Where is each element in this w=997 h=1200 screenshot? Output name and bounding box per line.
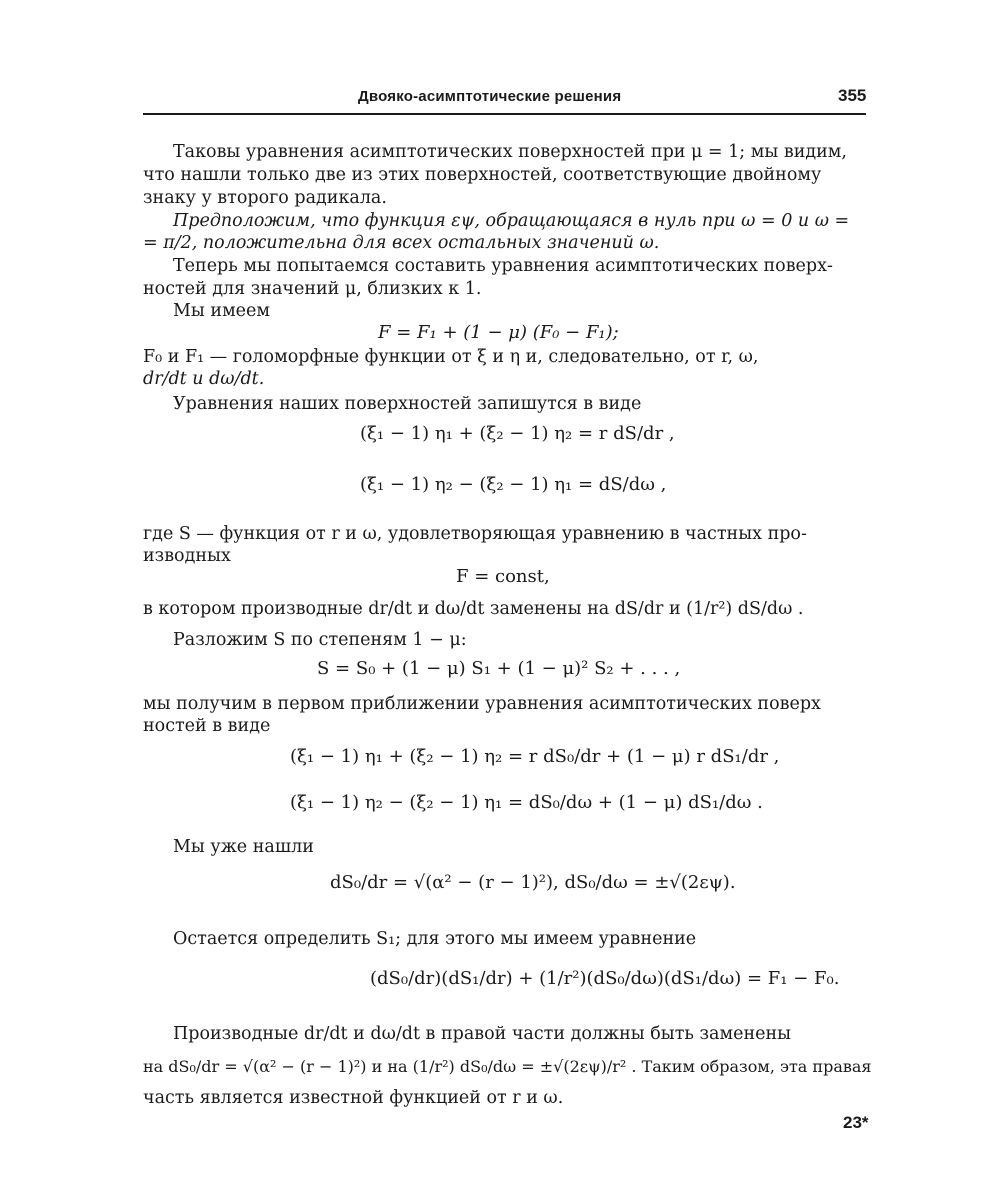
equation: F = F₁ + (1 − μ) (F₀ − F₁); (378, 322, 619, 343)
equation: (ξ₁ − 1) η₂ − (ξ₂ − 1) η₁ = dS/dω , (360, 474, 667, 495)
equation: F = const, (456, 566, 550, 587)
text-line: на dS₀/dr = √(α² − (r − 1)²) и на (1/r²) dS₀/dω = ±√(2εψ)/r² . Таким образом, эта правая (143, 1057, 872, 1076)
text-line: где S — функция от r и ω, удовлетворяющая уравнению в частных про- (143, 524, 807, 544)
equation: (ξ₁ − 1) η₂ − (ξ₂ − 1) η₁ = dS₀/dω + (1 − μ) dS₁/dω . (290, 792, 763, 813)
text-line: изводных (143, 546, 231, 566)
text-line: Производные dr/dt и dω/dt в правой части должны быть заменены (173, 1024, 792, 1044)
running-header-title: Двояко-асимптотические решения (358, 88, 622, 105)
text-line: Таковы уравнения асимптотических поверхностей при μ = 1; мы видим, (173, 142, 847, 162)
signature-mark: 23* (843, 1113, 869, 1132)
equation: dS₀/dr = √(α² − (r − 1)²), dS₀/dω = ±√(2εψ). (330, 872, 736, 893)
equation: (dS₀/dr)(dS₁/dr) + (1/r²)(dS₀/dω)(dS₁/dω) = F₁ − F₀. (370, 968, 840, 989)
text-line: Уравнения наших поверхностей запишутся в виде (173, 394, 642, 414)
text-line: знаку у второго радикала. (143, 188, 387, 208)
text-line: Предположим, что функция εψ, обращающаяся в нуль при ω = 0 и ω = (173, 211, 850, 231)
equation: (ξ₁ − 1) η₁ + (ξ₂ − 1) η₂ = r dS/dr , (360, 423, 675, 444)
text-line: ностей в виде (143, 716, 271, 736)
text-line: что нашли только две из этих поверхностей, соответствующие двойному (143, 165, 822, 185)
text-line: Мы уже нашли (173, 837, 314, 857)
text-line: = π/2, положительна для всех остальных значений ω. (143, 233, 660, 253)
text-line: ностей для значений μ, близких к 1. (143, 279, 482, 299)
text-line: Теперь мы попытаемся составить уравнения асимптотических поверх- (173, 256, 833, 276)
text-line: Мы имеем (173, 301, 271, 321)
text-line: в котором производные dr/dt и dω/dt заменены на dS/dr и (1/r²) dS/dω . (143, 599, 804, 619)
equation: S = S₀ + (1 − μ) S₁ + (1 − μ)² S₂ + . . . , (317, 658, 681, 679)
text-line: часть является известной функцией от r и ω. (143, 1088, 564, 1108)
text-line: Остается определить S₁; для этого мы имеем уравнение (173, 929, 697, 949)
equation: (ξ₁ − 1) η₁ + (ξ₂ − 1) η₂ = r dS₀/dr + (1 − μ) r dS₁/dr , (290, 746, 780, 767)
page-number: 355 (838, 86, 867, 105)
header-rule (143, 113, 866, 115)
text-line: Разложим S по степеням 1 − μ: (173, 630, 467, 650)
text-line: dr/dt и dω/dt. (143, 369, 265, 389)
text-line: F₀ и F₁ — голоморфные функции от ξ и η и, следовательно, от r, ω, (143, 347, 759, 367)
text-line: мы получим в первом приближении уравнения асимптотических поверх (143, 694, 821, 714)
